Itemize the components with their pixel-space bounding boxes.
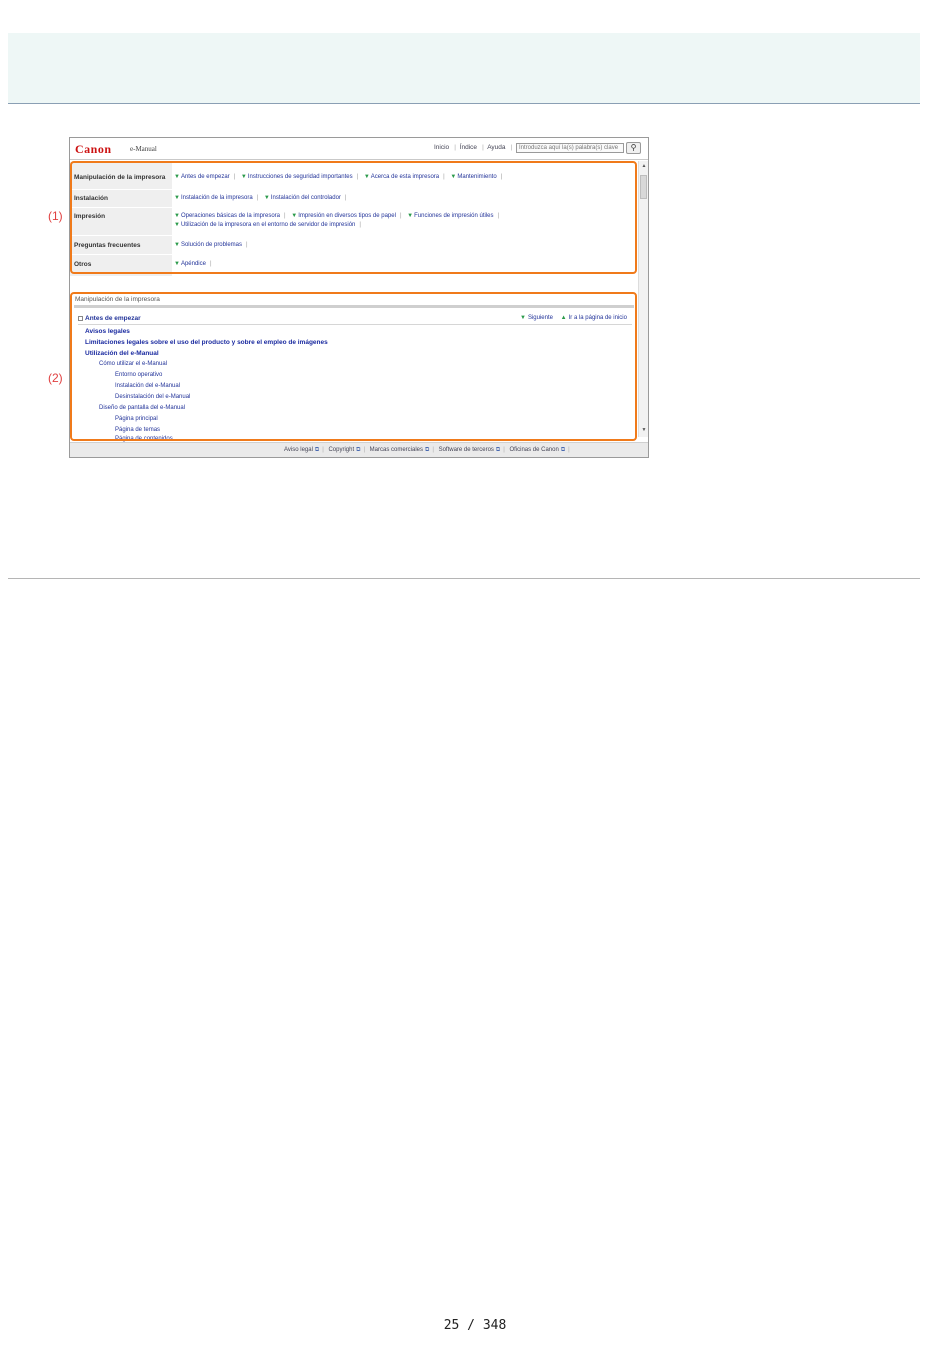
callout-1: (1) bbox=[48, 209, 63, 223]
toc-item[interactable]: Diseño de pantalla del e-Manual bbox=[99, 405, 186, 411]
toc-item[interactable]: Avisos legales bbox=[85, 328, 130, 335]
link-antes[interactable]: Antes de empezar bbox=[180, 174, 230, 180]
link-instrucciones[interactable]: Instrucciones de seguridad importantes bbox=[247, 174, 353, 180]
scroll-thumb[interactable] bbox=[640, 175, 647, 199]
link-instalacion-impresora[interactable]: Instalación de la impresora bbox=[180, 195, 253, 201]
e-manual-screenshot bbox=[69, 137, 649, 458]
links-otros: ▼Apéndice | bbox=[174, 261, 212, 267]
header-links: Inicio | Índice | Ayuda | bbox=[434, 144, 513, 151]
toc-item[interactable]: Página de temas bbox=[115, 427, 161, 433]
search-input[interactable]: Introduzca aquí la(s) palabra(s) clave bbox=[516, 143, 624, 153]
category-instalacion[interactable]: Instalación bbox=[74, 195, 108, 202]
category-preguntas[interactable]: Preguntas frecuentes bbox=[74, 242, 141, 249]
footer-software[interactable]: Software de terceros bbox=[438, 447, 494, 453]
links-manipulacion: ▼Antes de empezar | ▼Instrucciones de seguridad importantes | ▼Acerca de esta impresora | ▼Mantenimiento | bbox=[174, 174, 503, 180]
toc-item[interactable]: Página principal bbox=[115, 416, 158, 422]
page-header-band bbox=[8, 33, 920, 103]
canon-logo: Canon bbox=[75, 142, 112, 156]
arrow-icon: ▼ bbox=[450, 174, 457, 180]
external-link-icon: ⧉ bbox=[314, 447, 320, 453]
link-indice[interactable]: Índice bbox=[459, 144, 478, 151]
link-solucion[interactable]: Solución de problemas bbox=[180, 242, 242, 248]
link-servidor[interactable]: Utilización de la impresora en el entorno de servidor de impresión bbox=[180, 222, 356, 228]
arrow-icon: ▼ bbox=[291, 213, 298, 219]
toc-item[interactable]: Entorno operativo bbox=[115, 372, 163, 378]
footer-aviso-legal[interactable]: Aviso legal bbox=[284, 447, 313, 453]
links-instalacion: ▼Instalación de la impresora | ▼Instalación del controlador | bbox=[174, 195, 347, 201]
home-link[interactable]: Ir a la página de inicio bbox=[568, 315, 627, 321]
scroll-up-icon[interactable]: ▲ bbox=[641, 163, 647, 169]
toc-item[interactable]: Cómo utilizar el e-Manual bbox=[99, 361, 168, 367]
arrow-icon: ▼ bbox=[263, 195, 270, 201]
link-instalacion-controlador[interactable]: Instalación del controlador bbox=[270, 195, 341, 201]
external-link-icon: ⧉ bbox=[495, 447, 501, 453]
link-inicio[interactable]: Inicio bbox=[434, 144, 450, 151]
search-icon[interactable]: ⚲ bbox=[626, 142, 641, 154]
category-manipulacion[interactable]: Manipulación de la impresora bbox=[74, 174, 166, 181]
arrow-icon: ▼ bbox=[407, 213, 414, 219]
arrow-icon: ▼ bbox=[174, 261, 180, 267]
footer-copyright[interactable]: Copyright bbox=[328, 447, 355, 453]
arrow-icon: ▼ bbox=[174, 174, 180, 180]
highlight-frame-1 bbox=[70, 161, 637, 274]
e-manual-header bbox=[70, 138, 648, 160]
external-link-icon: ⧉ bbox=[425, 447, 430, 453]
page-number: 25 / 348 bbox=[443, 1318, 507, 1333]
links-impresion: ▼Operaciones básicas de la impresora | ▼Impresión en diversos tipos de papel | ▼Funciones de impresión útiles | bbox=[174, 213, 500, 219]
scroll-down-icon[interactable]: ▼ bbox=[641, 427, 647, 433]
link-diversos-papel[interactable]: Impresión en diversos tipos de papel bbox=[298, 213, 396, 219]
arrow-icon: ▼ bbox=[240, 174, 247, 180]
arrow-icon: ▼ bbox=[174, 195, 180, 201]
category-impresion[interactable]: Impresión bbox=[74, 213, 106, 220]
highlight-frame-2 bbox=[70, 292, 637, 441]
link-ayuda[interactable]: Ayuda bbox=[487, 144, 506, 151]
toc-item[interactable]: Utilización del e-Manual bbox=[85, 350, 159, 357]
content-section-title: Manipulación de la impresora bbox=[75, 296, 160, 303]
callout-2: (2) bbox=[48, 371, 63, 385]
toc-item[interactable]: Página de contenidos bbox=[115, 436, 173, 442]
toc-item[interactable]: Limitaciones legales sobre el uso del producto y sobre el empleo de imágenes bbox=[85, 339, 328, 346]
links-impresion-2: ▼Utilización de la impresora en el entorno de servidor de impresión | bbox=[174, 222, 361, 228]
link-mantenimiento[interactable]: Mantenimiento bbox=[457, 174, 497, 180]
toc-item[interactable]: Instalación del e-Manual bbox=[115, 383, 181, 389]
next-link[interactable]: Siguiente bbox=[527, 315, 553, 321]
footer-marcas[interactable]: Marcas comerciales bbox=[369, 447, 424, 453]
external-link-icon: ⧉ bbox=[356, 447, 361, 453]
link-funciones[interactable]: Funciones de impresión útiles bbox=[414, 213, 494, 219]
home-icon: ▲ bbox=[560, 315, 567, 321]
toc-item[interactable]: Desinstalación del e-Manual bbox=[115, 394, 191, 400]
arrow-icon: ▼ bbox=[174, 242, 180, 248]
category-otros[interactable]: Otros bbox=[74, 261, 92, 268]
arrow-icon: ▼ bbox=[363, 174, 370, 180]
arrow-icon: ▼ bbox=[174, 213, 180, 219]
link-apendice[interactable]: Apéndice bbox=[180, 261, 206, 267]
next-arrow-icon: ▼ bbox=[520, 315, 526, 321]
link-acerca[interactable]: Acerca de esta impresora bbox=[370, 174, 440, 180]
link-operaciones[interactable]: Operaciones básicas de la impresora bbox=[180, 213, 281, 219]
section-rule bbox=[8, 578, 920, 579]
scrollbar[interactable] bbox=[638, 161, 648, 437]
header-rule bbox=[8, 103, 920, 104]
e-manual-footer: Aviso legal ⧉ | Copyright ⧉ | Marcas comerciales ⧉ | Software de terceros ⧉ | Oficinas de Canon ⧉ | bbox=[70, 442, 648, 457]
links-preguntas: ▼Solución de problemas | bbox=[174, 242, 248, 248]
arrow-icon: ▼ bbox=[174, 222, 180, 228]
external-link-icon: ⧉ bbox=[560, 447, 566, 453]
footer-oficinas[interactable]: Oficinas de Canon bbox=[509, 447, 559, 453]
product-name: e-Manual bbox=[130, 145, 157, 153]
toc-first-label: Antes de empezar bbox=[85, 315, 141, 322]
